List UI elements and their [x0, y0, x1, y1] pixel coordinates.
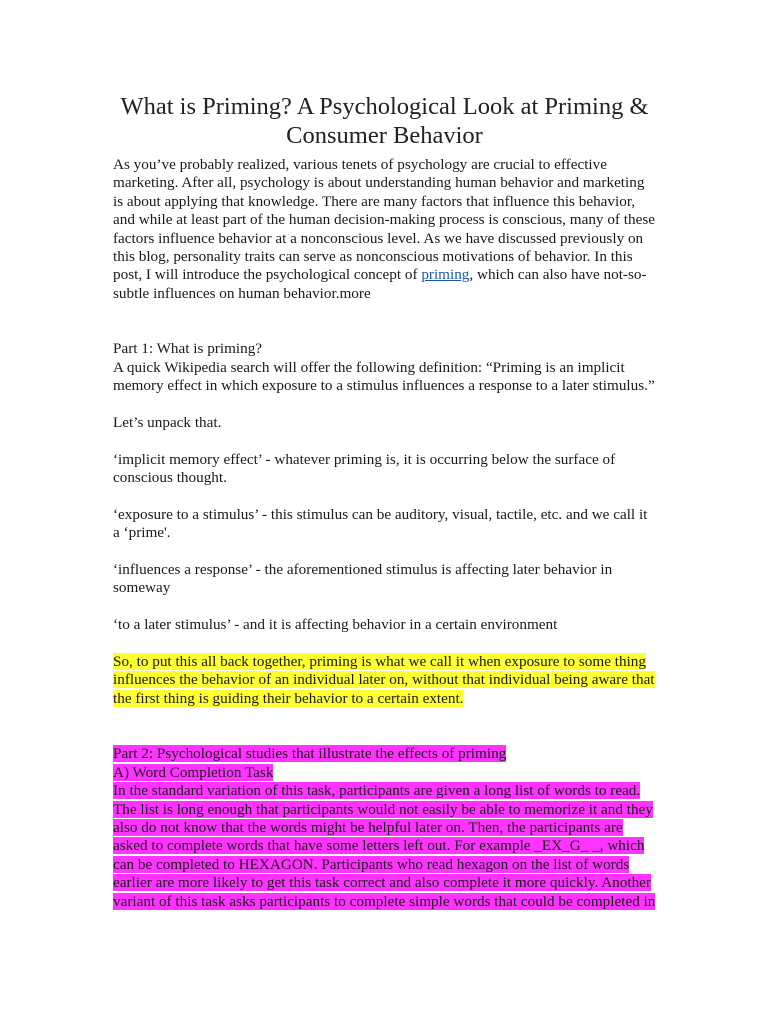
- part1-heading: Part 1: What is priming?: [113, 340, 263, 358]
- intro-text-before-link: As you’ve probably realized, various tenets of psychology are crucial to effective marketing. After all, psychology is about understanding human behavior and marketing is about applying that knowledge. There are many factors that influence this behavior, and while at least part of the human decision-making process is conscious, many of these factors influence behavior at a nonconscious level. As we have discussed previously on this blog, personality traits can serve as nonconscious motivations of behavior. In this post, I will introduce the psychological concept of: [113, 156, 655, 284]
- part2-subheading: [113, 764, 656, 782]
- point-exposure: ‘exposure to a stimulus’ - this stimulus can be auditory, visual, tactile, etc. and we call it a ‘prime'.: [113, 505, 648, 542]
- spacer: [113, 395, 656, 413]
- part2-heading: [113, 745, 656, 763]
- spacer: [113, 432, 656, 450]
- spacer: [113, 487, 656, 505]
- point-influences: ‘influences a response’ - the aforementioned stimulus is affecting later behavior in someway: [113, 561, 613, 597]
- spacer: [113, 708, 656, 745]
- magenta-highlight-subheading: A) Word Completion Task: [113, 763, 274, 781]
- spacer: [113, 635, 656, 653]
- part2-body: [113, 782, 656, 911]
- priming-link[interactable]: priming: [421, 266, 470, 284]
- point-implicit-memory: ‘implicit memory effect’ - whatever priming is, it is occurring below the surface of conscious thought.: [113, 450, 616, 487]
- intro-paragraph: [113, 156, 656, 303]
- magenta-highlight-heading: Part 2: Psychological studies that illustrate the effects of priming: [113, 745, 507, 763]
- spacer: [113, 543, 656, 561]
- document-title: What is Priming? A Psychological Look at Priming & Consumer Behavior: [120, 93, 649, 149]
- spacer: [113, 598, 656, 616]
- intro-text-after-link: , which can also have not-so-subtle influences on human behavior.more: [113, 266, 647, 302]
- magenta-highlight-body: In the standard variation of this task, participants are given a long list of words to read. The list is long enough that participants would not easily be able to memorize it and they also do not know that the words might be helpful later on. Then, the participants are asked to complete words that have some letters left out. For example _EX_G_ _, which can be completed to HEXAGON. Participants who read hexagon on the list of words earlier are more likely to get this task correct and also complete it more quickly. Another variant of this task asks participants to complete simple words that could be completed in: [113, 782, 656, 910]
- spacer: [113, 303, 656, 340]
- part1-unpack: Let’s unpack that.: [113, 413, 222, 431]
- point-later-stimulus: ‘to a later stimulus’ - and it is affecting behavior in a certain environment: [113, 616, 558, 634]
- part1-definition: A quick Wikipedia search will offer the following definition: “Priming is an implicit memory effect in which exposure to a stimulus influences a response to a later stimulus.”: [113, 358, 655, 395]
- summary-paragraph: [113, 653, 656, 708]
- yellow-highlight: So, to put this all back together, priming is what we call it when exposure to some thing influences the behavior of an individual later on, without that individual being aware that the first thing is guiding their behavior to a certain extent.: [113, 653, 655, 707]
